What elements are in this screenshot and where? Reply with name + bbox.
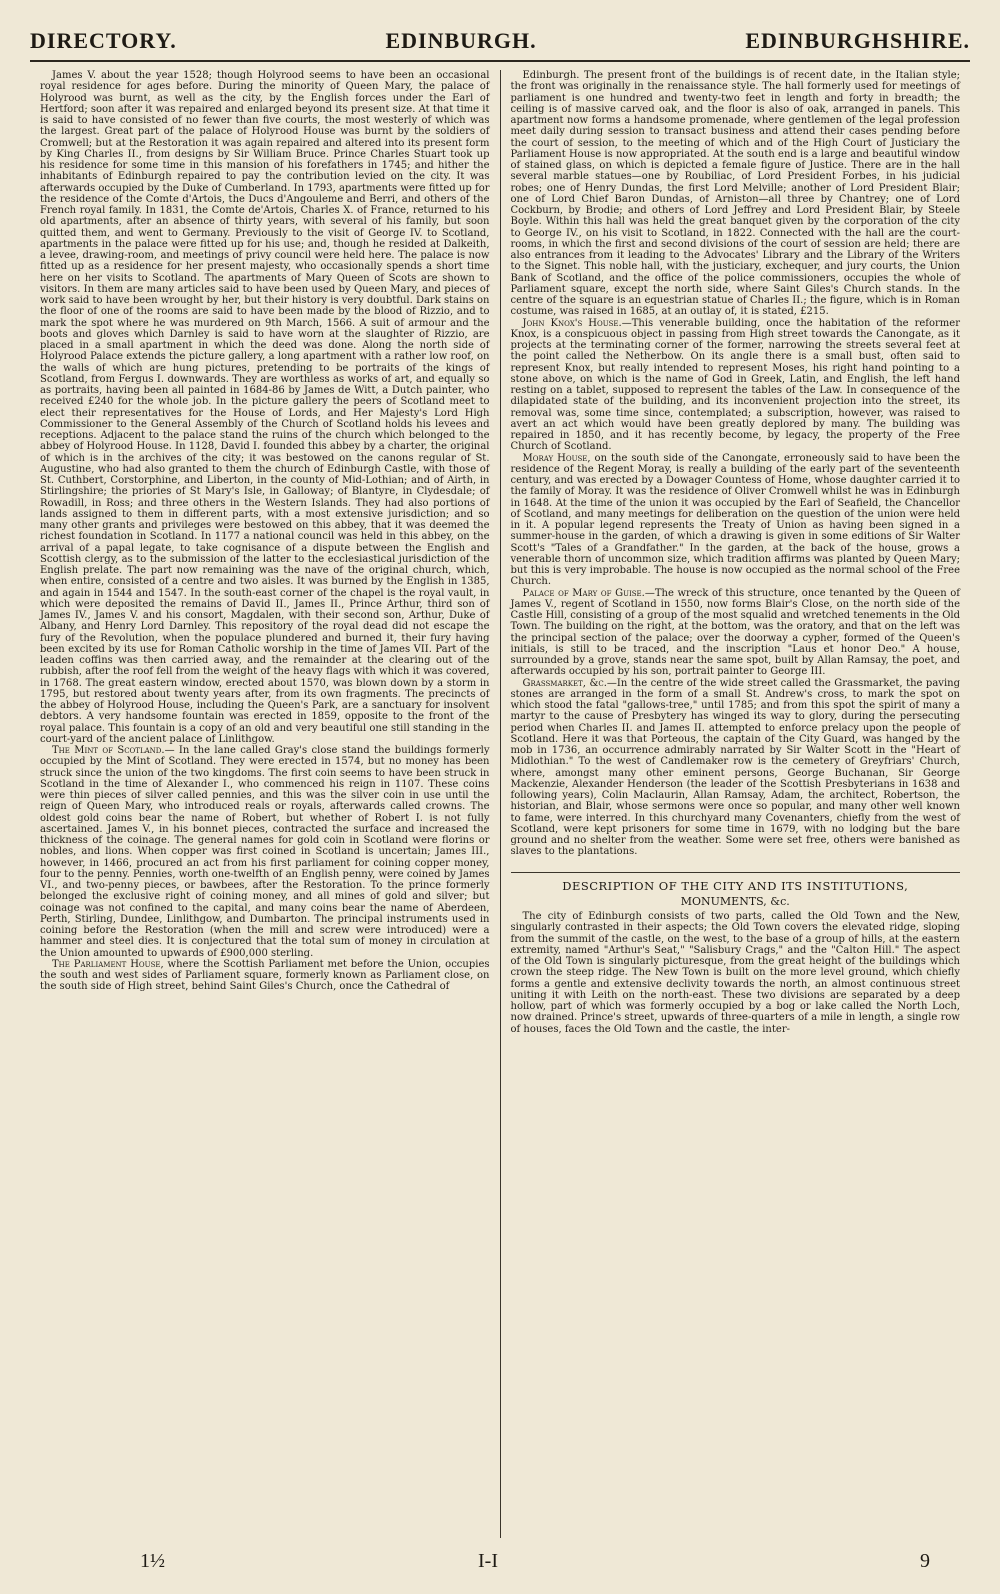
page-number: 9 <box>920 1550 930 1572</box>
page-footer <box>30 1550 970 1578</box>
mint-text: — In the lane called Gray's close stand the buildings formerly occupied by the Mint of Scotland. They were erected in 1574, but no money has been struck since the union of the two kingdoms. The first coin seems to have been struck in Scotland in the time of Alexander I., who commenced his reign in 1107. These coins were thin pieces of silver called pennies, and this was the silver coin in use until the reign of Queen Mary, who introduced reals or royals, afterwards called crowns. The oldest gold coins bear the name of Robert, but whether of Robert I. is not fully ascertained. James V., in his bonnet pieces, contracted the surface and increased the thickness of the coinage. The general names for gold coin in Scotland were florins or nobles, and lions. When copper was first coined in Scotland is uncertain; James III., however, in 1466, procured an act from his first parliament for coining copper money, four to the penny. Pennies, worth one-twelfth of an English penny, were coined by James VI., and two-penny pieces, or bawbees, after the Restoration. To the prince formerly belonged the exclusive right of coining money, and all mines of gold and silver; but coinage was not confined to the capital, and many coins bear the name of Aberdeen, Perth, Stirling, Dundee, Linlithgow, and Dumbarton. The principal instruments used in coining before the Restoration (when the mill and screw were introduced) were a hammer and steel dies. It is conjectured that the total sum of money in circulation at the Union amounted to upwards of £900,000 sterling. <box>40 745 490 959</box>
section-subtitle: MONUMENTS, &c. <box>680 894 790 908</box>
right-column <box>500 70 971 1538</box>
parliament-house-text: where the Scottish Parliament met before the Union, occupies the south and west sides of Parliament square, formerly known as Parliament close, on the south side of High street, behind Saint Giles's Church, once the Cathedral of <box>40 958 490 993</box>
moray-house-text: on the south side of the Canongate, erroneously said to have been the residence of the Regent Moray, is really a building of the early part of the seventeenth century, and was erected by a Dowager Countess of Home, whose daughter carried it to the family of Moray. It was the residence of Oliver Cromwell whilst he was in Edinburgh in 1648. At the time of the union it was occupied by the Earl of Seafield, the Chancellor of Scotland, and many meetings for deliberation on the question of the union were held in it. A popular legend represents the Treaty of Union as having been signed in a summer-house in the garden, of which a drawing is given in some editions of Sir Walter Scott's "Tales of a Grandfather." In the garden, at the back of the house, grows a venerable thorn of uncommon size, which tradition affirms was planted by Queen Mary; but this is very improbable. The house is now occupied as the normal school of the Free Church. <box>510 452 961 588</box>
mint-paragraph <box>40 745 490 959</box>
directory-page <box>30 28 970 1578</box>
city-description-paragraph: The city of Edinburgh consists of two parts, called the Old Town and the New, singularly contrasted in their aspects; the Old Town covers the elevated ridge, sloping from the summit of the castle, on the west, to the base of a group of hills, at the eastern extremity, named "Arthur's Seat," "Salisbury Crags," and the "Calton Hill." The aspect of the Old Town is singularly picturesque, from the great height of the buildings which crown the steep ridge. The New Town is built on the more level ground, which chiefly forms a gentle and extensive declivity towards the north, an almost continuous street uniting it with Leith on the north-east. These two divisions are separated by a deep hollow, part of which was formerly occupied by a bog or lake called the North Loch, now drained. Prince's street, upwards of three-quarters of a mile in length, a single row of houses, faces the Old Town and the castle, the inter- <box>510 911 960 1035</box>
header-right: EDINBURGHSHIRE. <box>745 28 970 53</box>
holyrood-paragraph: James V. about the year 1528; though Holyrood seems to have been an occasional royal residence for ages before. During the minority of Queen Mary, the palace of Holyrood was burnt, as well as the city, by the English forces under the Earl of Hertford; soon after it was repaired and enlarged beyond its present size. At that time it is said to have consisted of no fewer than five courts, the most westerly of which was the largest. Great part of the palace of Holyrood House was burnt by the soldiers of Cromwell; but at the Restoration it was again repaired and altered into its present form by King Charles II., from designs by Sir William Bruce. Prince Charles Stuart took up his residence for some time in this mansion of his forefathers in 1745; and hither the inhabitants of Edinburgh repaired to pay the contribution levied on the city. It was afterwards occupied by the Duke of Cumberland. In 1793, apartments were fitted up for the residence of the Comte d'Artois, the Ducs d'Angouleme and Berri, and others of the French royal family. In 1831, the Comte de'Artois, Charles X. of France, returned to his old apartments, after an absence of thirty years, with several of his family, but soon quitted them, and went to Germany. Previously to the visit of George IV. to Scotland, apartments in the palace were fitted up for his use; and, though he resided at Dalkeith, a levee, drawing-room, and meetings of privy council were held here. The palace is now fitted up as a residence for her present majesty, who occasionally spends a short time here on her visits to Scotland. The apartments of Mary Queen of Scots are shown to visitors. In them are many articles said to have been used by Queen Mary, and pieces of work said to have been wrought by her, but their history is very doubtful. Dark stains on the floor of one of the rooms are said to have been made by the blood of Rizzio, and to mark the spot where he was murdered on 9th March, 1566. A suit of armour and the boots and gloves which Darnley is said to have worn at the slaughter of Rizzio, are placed in a small apartment in which the deed was done. Along the north side of Holyrood Palace extends the picture gallery, a long apartment with a rather low roof, on the walls of which are hung pictures, pretending to be portraits of the kings of Scotland, from Fergus I. downwards. They are worthless as works of art, and equally so as portraits, having been all painted in 1684-86 by James de Witt, a Dutch painter, who received £240 for the whole job. In the picture gallery the peers of Scotland meet to elect their representatives for the House of Lords, and Her Majesty's Lord High Commissioner to the General Assembly of the Church of Scotland holds his levees and receptions. Adjacent to the palace stand the ruins of the church which belonged to the abbey of Holyrood House. In 1128, David I. founded this abbey by a charter, the original of which is in the archives of the city; it was bestowed on the canons regular of St. Augustine, who had also granted to them the church of Edinburgh Castle, with those of St. Cuthbert, Corstorphine, and Liberton, in the county of Mid-Lothian; and of Airth, in Stirlingshire; the priories of St Mary's Isle, in Galloway; of Blantyre, in Clydesdale; of Rowadill, in Ross; and three others in the Western Islands. They had also portions of lands assigned to them in different parts, with a most extensive jurisdiction; and so many other grants and privileges were bestowed on this abbey, that it was deemed the richest foundation in Scotland. In 1177 a national council was held in this abbey, on the arrival of a papal legate, to take cognisance of a dispute between the English and Scottish clergy, as to the submission of the latter to the ecclesiastical jurisdiction of the English prelate. The part now remaining was the nave of the original church, which, when entire, consisted of a centre and two aisles. It was burned by the English in 1385, and again in 1544 and 1547. In the south-east corner of the chapel is the royal vault, in which were deposited the remains of David II., James II., Prince Arthur, third son of James IV., James V. and his consort, Magdalen, with their second son, Arthur, Duke of Albany, and Henry Lord Darnley. This repository of the royal dead did not escape the fury of the Revolution, when the populace plundered and burned it, their fury having been excited by its use for Roman Catholic worship in the time of James VII. Part of the leaden coffins was then carried away, and the remainder at the clearing out of the rubbish, after the roof fell from the weight of the heavy flags with which it was covered, in 1768. The great eastern window, erected about 1570, was blown down by a storm in 1795, but restored about twenty years after, from its own fragments. The precincts of the abbey of Holyrood House, including the Queen's Park, are a sanctuary for insolvent debtors. A very handsome fountain was erected in 1859, opposite to the front of the royal palace. This fountain is a copy of an old and very beautiful one still standing in the court-yard of the ancient palace of Linlithgow. <box>40 70 490 745</box>
moray-house-paragraph <box>511 453 961 588</box>
parliament-hall-paragraph: Edinburgh. The present front of the buildings is of recent date, in the Italian style; the front was originally in the renaissance style. The hall formerly used for meetings of parliament is one hundred and twenty-two feet in length and forty in breadth; the ceiling is of massive carved oak, and the floor is also of oak, arranged in panels. This apartment now forms a handsome promenade, where gentlemen of the legal profession meet daily during session to transact business and attend their cases pending before the court of session, to the meeting of which and of the High Court of Justiciary the Parliament House is now appropriated. At the south end is a large and beautiful window of stained glass, on which is depicted a female figure of Justice. There are in the hall several marble statues—one by Roubiliac, of Lord President Forbes, in his judicial robes; one of Henry Dundas, the first Lord Melville; another of Lord President Blair; one of Lord Chief Baron Dundas, of Arniston—all three by Chantrey; one of Lord Cockburn, by Brodie; and others of Lord Jeffrey and Lord President Blair, by Steele Boyle. Within this hall was held the great banquet given by the corporation of the city to George IV., on his visit to Scotland, in 1822. Connected with the hall are the court-rooms, in which the first and second divisions of the court of session are held; there are also entrances from it leading to the Advocates' Library and the Library of the Writers to the Signet. This noble hall, with the justiciary, exchequer, and jury courts, the Union Bank of Scotland, and the office of the police commissioners, occupies the whole of Parliament square, except the north side, where Saint Giles's Church stands. In the centre of the square is an equestrian statue of Charles II.; the figure, which is in Roman costume, was raised in 1685, at an outlay of, it is stated, £215. <box>510 70 960 318</box>
header-center: EDINBURGH. <box>385 28 537 53</box>
knox-house-paragraph <box>511 318 961 453</box>
grassmarket-paragraph <box>511 678 961 858</box>
left-column <box>30 70 500 1538</box>
grassmarket-heading: Grassmarket, &c. <box>522 677 607 689</box>
mint-heading: The Mint of Scotland. <box>52 745 165 756</box>
mary-of-guise-heading: Palace of Mary of Guise. <box>522 587 645 599</box>
header-left: DIRECTORY. <box>30 28 177 53</box>
footer-left-mark: 1½ <box>140 1550 165 1572</box>
section-title: DESCRIPTION OF THE CITY AND ITS INSTITUTIONS, <box>511 872 961 892</box>
grassmarket-text: —In the centre of the wide street called the Grassmarket, the paving stones are arranged in the form of a small St. Andrew's cross, to mark the spot on which stood the fatal "gallows-tree," until 1785; and from this spot the spirit of many a martyr to the cause of Presbytery has winged its way to glory, during the persecuting period when Charles II. and James II. attempted to enforce prelacy upon the people of Scotland. Here it was that Porteous, the captain of the City Guard, was hanged by the mob in 1736, an occurrence admirably narrated by Sir Walter Scott in the "Heart of Midlothian." To the west of Candlemaker row is the cemetery of Greyfriars' Church, where, amongst many other eminent persons, George Buchanan, Sir George Mackenzie, Alexander Henderson (the leader of the Scottish Presbyterians in 1638 and following years), Colin Maclaurin, Allan Ramsay, Adam, the architect, Robertson, the historian, and Blair, whose sermons were once so popular, and many other well known to fame, were interred. In this churchyard many Covenanters, chiefly from the west of Scotland, were kept prisoners for some time in 1679, with no lodging but the bare ground and no shelter from the weather. Some were set free, others were banished as slaves to the plantations. <box>510 677 960 858</box>
text-columns <box>30 70 970 1538</box>
moray-house-heading: Moray House, <box>522 452 591 464</box>
parliament-house-paragraph <box>40 959 490 993</box>
knox-house-text: —This venerable building, once the habitation of the reformer Knox, is a conspicuous object in passing from High street towards the Canongate, as it projects at the terminating corner of the former, narrowing the streets several feet at the point called the Netherbow. On its angle there is a small bust, often said to represent Knox, but really intended to represent Moses, his right hand pointing to a stone above, on which is the name of God in Greek, Latin, and English, the left hand resting on a tablet, supposed to represent the tables of the Law. In consequence of the dilapidated state of the building, and its inconvenient projection into the street, its removal was, some time since, contemplated; a subscription, however, was raised to avert an act which would have been greatly deplored by many. The building was repaired in 1850, and it has recently become, by legacy, the property of the Free Church of Scotland. <box>510 317 960 453</box>
running-header <box>30 28 970 62</box>
mary-of-guise-paragraph <box>511 588 961 678</box>
knox-house-heading: John Knox's House. <box>522 317 622 329</box>
mary-of-guise-text: —The wreck of this structure, once tenanted by the Queen of James V., regent of Scotland in 1550, now forms Blair's Close, on the north side of the Castle Hill, consisting of a group of the most squalid and wretched tenements in the Old Town. The building on the right, at the bottom, was the oratory, and that on the left was the principal section of the palace; over the doorway a cypher, formed of the Queen's initials, is still to be traced, and the inscription "Laus et honor Deo." A house, surrounded by a grove, stands near the same spot, built by Allan Ramsay, the poet, and afterwards occupied by his son, portrait painter to George III. <box>510 587 960 678</box>
parliament-house-heading: The Parliament House, <box>52 958 164 970</box>
footer-center-mark: I-I <box>478 1550 498 1572</box>
